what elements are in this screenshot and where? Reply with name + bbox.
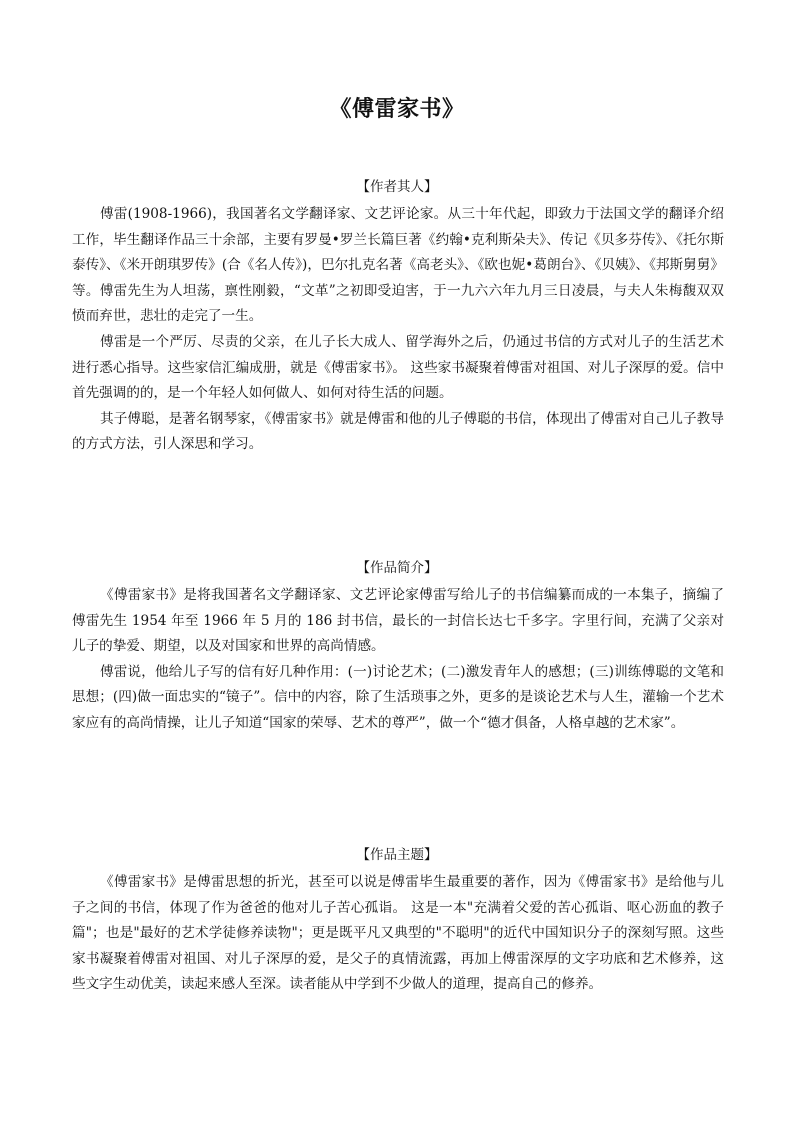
section-body-author [72, 202, 724, 458]
paragraph: 《傅雷家书》是将我国著名文学翻译家、文艺评论家傅雷写给儿子的书信编纂而成的一本集子，摘编了傅雷先生 1954 年至 1966 年 5 月的 186 封书信，最长的一封信长达七千多字。字里行间，充满了父亲对儿子的挚爱、期望，以及对国家和世界的高尚情感。 [72, 587, 724, 655]
paragraph: 傅雷是一个严厉、尽责的父亲，在儿子长大成人、留学海外之后，仍通过书信的方式对儿子的生活艺术进行悉心指导。这些家信汇编成册，就是《傅雷家书》。 这些家书凝聚着傅雷对祖国、对儿子深厚的爱。信中首先强调的的，是一个年轻人如何做人、如何对待生活的问题。 [72, 333, 724, 402]
paragraph: 傅雷(1908-1966)，我国著名文学翻译家、文艺评论家。从三十年代起，即致力于法国文学的翻译介绍工作，毕生翻译作品三十余部，主要有罗曼•罗兰长篇巨著《约翰•克利斯朵夫》、传记《贝多芬传》、《托尔斯泰传》、《米开朗琪罗传》(合《名人传》)，巴尔扎克名著《高老头》、《欧也妮•葛朗台》、《贝姨》、《邦斯舅舅》等。傅雷先生为人坦荡，禀性刚毅，“文革”之初即受迫害，于一九六六年九月三日凌晨，与夫人朱梅馥双双愤而弃世，悲壮的走完了一生。 [72, 206, 724, 325]
paragraph: 其子傅聪，是著名钢琴家，《傅雷家书》就是傅雷和他的儿子傅聪的书信，体现出了傅雷对自己儿子教导的方式方法，引人深思和学习。 [72, 410, 724, 453]
paragraph: 《傅雷家书》是傅雷思想的折光，甚至可以说是傅雷毕生最重要的著作，因为《傅雷家书》是给他与儿子之间的书信，体现了作为爸爸的他对儿子苦心孤诣。 这是一本"充满着父爱的苦心孤诣、呕心沥血的教子篇"；也是"最好的艺术学徒修养读物"；更是既平凡又典型的"不聪明"的近代中国知识分子的深刻写照。这些家书凝聚着傅雷对祖国、对儿子深厚的爱，是父子的真情流露，再加上傅雷深厚的文字功底和艺术修养，这些文字生动优美，读起来感人至深。读者能从中学到不少做人的道理，提高自己的修养。 [72, 874, 724, 993]
section-heading-intro: 【作品简介】 [356, 560, 438, 576]
section-body-theme [72, 870, 724, 998]
section-heading-theme: 【作品主题】 [356, 847, 438, 863]
document-title: 《傅雷家书》 [329, 97, 465, 122]
paragraph: 傅雷说，他给儿子写的信有好几种作用：(一)讨论艺术；(二)激发青年人的感想；(三)训练傅聪的文笔和思想；(四)做一面忠实的“镜子”。信中的内容，除了生活琐事之外，更多的是谈论艺术与人生，灌输一个艺术家应有的高尚情操，让儿子知道“国家的荣辱、艺术的尊严”，做一个“德才俱备，人格卓越的艺术家”。 [72, 663, 724, 731]
section-body-intro [72, 583, 724, 737]
section-heading-author: 【作者其人】 [356, 179, 438, 195]
